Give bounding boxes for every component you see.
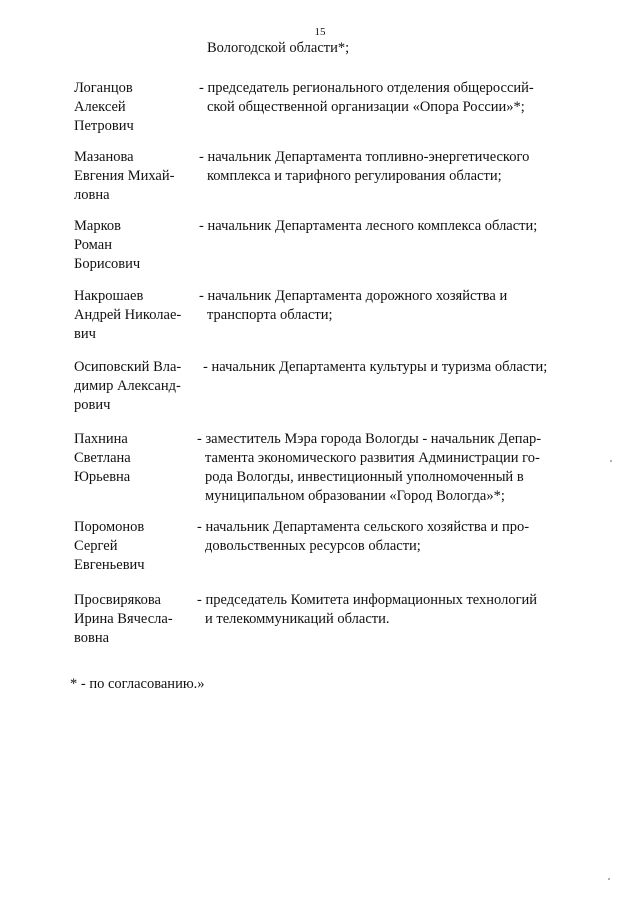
member-name [74,217,199,274]
name-line: вовна [74,630,110,646]
role-line: ской общественной организации «Опора России»*; [207,99,525,115]
member-role [203,358,573,377]
name-line: Светлана [74,450,131,466]
footnote: * - по согласованию.» [70,676,205,692]
continuation-text: Вологодской области*; [207,40,350,56]
name-line: Борисович [74,256,141,272]
member-name [74,79,199,136]
member-role [199,79,569,117]
name-line: Сергей [74,538,118,554]
name-line: Роман [74,237,112,253]
name-line: Просвирякова [74,592,161,608]
name-line: рович [74,397,111,413]
role-line: - начальник Департамента лесного комплекса области; [199,218,538,234]
name-line: вич [74,326,96,342]
name-line: Пахнина [74,431,128,447]
member-name [74,430,199,487]
member-name [74,358,199,415]
member-role [199,148,569,186]
name-line: Ирина Вячесла- [74,611,173,627]
member-role [197,518,567,556]
name-line: Накрошаев [74,288,144,304]
name-line: Евгения Михай- [74,168,175,184]
name-line: Андрей Николае- [74,307,182,323]
role-line: комплекса и тарифного регулирования области; [207,168,502,184]
member-name [74,591,199,648]
name-line: Петрович [74,118,134,134]
member-role [199,287,569,325]
member-name [74,148,199,205]
role-line: рода Вологды, инвестиционный уполномоченный в [205,469,524,485]
member-role [199,217,569,236]
role-line: - председатель Комитета информационных технологий [197,592,538,608]
member-role [197,591,567,629]
scan-speck [610,460,612,462]
name-line: Алексей [74,99,126,115]
role-line: - начальник Департамента дорожного хозяйства и [199,288,508,304]
role-line: и телекоммуникаций области. [205,611,390,627]
page-number: 15 [314,26,326,38]
name-line: Марков [74,218,121,234]
role-line: - начальник Департамента топливно-энергетического [199,149,530,165]
role-line: - начальник Департамента сельского хозяйства и про- [197,519,530,535]
role-line: тамента экономического развития Администрации го- [205,450,540,466]
role-line: довольственных ресурсов области; [205,538,421,554]
role-line: - председатель регионального отделения общероссий- [199,80,534,96]
member-role [197,430,567,506]
role-line: - заместитель Мэра города Вологды - начальник Депар- [197,431,542,447]
name-line: Юрьевна [74,469,131,485]
name-line: Мазанова [74,149,134,165]
member-name [74,287,199,344]
name-line: Осиповский Вла- [74,359,182,375]
role-line: - начальник Департамента культуры и туризма области; [203,359,548,375]
role-line: транспорта области; [207,307,333,323]
name-line: Логанцов [74,80,133,96]
name-line: Поромонов [74,519,145,535]
name-line: димир Александ- [74,378,181,394]
role-line: муниципальном образовании «Город Вологда»*; [205,488,505,504]
scan-speck [608,878,610,880]
member-name [74,518,199,575]
name-line: Евгеньевич [74,557,145,573]
name-line: ловна [74,187,110,203]
